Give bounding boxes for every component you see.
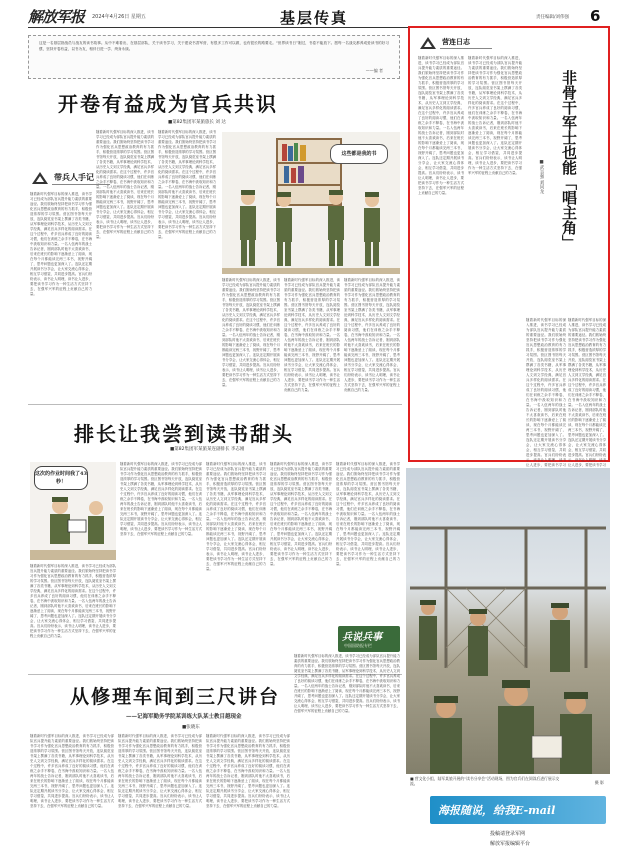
column-tag-label: 带兵人手记 xyxy=(54,172,94,182)
cartoon-soldiers xyxy=(222,184,400,274)
email-banner xyxy=(430,796,606,824)
article1-column-1: 随着新时代强军目标的深入推进，读书学习已经成为部队官兵提升能力素质的重要途径。我们旅始终坚持把读书学习作为强化官兵思想政治教育的有力抓手，积极营造浓厚的学习氛围。营区图书馆每天开放，连队阅览室书架上摆满了各类书籍，从军事理论到科学技术，从历史人文到文学经典，满足官兵多样化的阅读需求。在这个过程中，许多官兵养成了良好的阅读习惯，他们在训练之余手不释卷，在书海中汲取知识和力量。一名入伍两年的战士告诉记者，刚到部队时他不太喜欢读书，后来在班长的影响下逐渐爱上了阅读，现在每个月都能读完两三本书，视野开阔了，思考问题也更加深入了。连队还定期开展读书分享会，让大家交流心得体会，相互学习借鉴，共同进步提高。官兵们纷纷表示，读书让人明理，读书让人进步，要把读书学习作为一种生活方式坚持下去，在强军兴军的征程上贡献自己的力量。 xyxy=(30,192,92,296)
sidebar-headline: 非骨干军士也能「唱主角」 xyxy=(560,70,578,250)
sidebar-column-1: 随着新时代强军目标的深入推进，读书学习已经成为部队官兵提升能力素质的重要途径。我们旅始终坚持把读书学习作为强化官兵思想政治教育的有力抓手，积极营造浓厚的学习氛围。营区图书馆每天开放，连队阅览室书架上摆满了各类书籍，从军事理论到科学技术，从历史人文到文学经典，满足官兵多样化的阅读需求。在这个过程中，许多官兵养成了良好的阅读习惯，他们在训练之余手不释卷，在书海中汲取知识和力量。一名入伍两年的战士告诉记者，刚到部队时他不太喜欢读书，后来在班长的影响下逐渐爱上了阅读，现在每个月都能读完两三本书，视野开阔了，思考问题也更加深入了。连队还定期开展读书分享会，让大家交流心得体会，相互学习借鉴，共同进步提高。官兵们纷纷表示，读书让人明理，读书让人进步，要把读书学习作为一种生活方式坚持下去，在强军兴军的征程上贡献自己的力量。 xyxy=(418,56,464,195)
sidebar-column-2: 随着新时代强军目标的深入推进，读书学习已经成为部队官兵提升能力素质的重要途径。我们旅始终坚持把读书学习作为强化官兵思想政治教育的有力抓手，积极营造浓厚的学习氛围。营区图书馆每天开放，连队阅览室书架上摆满了各类书籍，从军事理论到科学技术，从历史人文到文学经典，满足官兵多样化的阅读需求。在这个过程中，许多官兵养成了良好的阅读习惯，他们在训练之余手不释卷，在书海中汲取知识和力量。一名入伍两年的战士告诉记者，刚到部队时他不太喜欢读书，后来在班长的影响下逐渐爱上了阅读，现在每个月都能读完两三本书，视野开阔了，思考问题也更加深入了。连队还定期开展读书分享会，让大家交流心得体会，相互学习借鉴，共同进步提高。官兵们纷纷表示，读书让人明理，读书让人进步，要把读书学习作为一种生活方式坚持下去，在强军兴军的征程上贡献自己的力量。 xyxy=(468,56,522,175)
sidebar-box xyxy=(408,26,610,467)
article2-headline: 排长让我尝到读书甜头 xyxy=(74,422,294,446)
article1-column-4: 随着新时代强军目标的深入推进，读书学习已经成为部队官兵提升能力素质的重要途径。我们旅始终坚持把读书学习作为强化官兵思想政治教育的有力抓手，积极营造浓厚的学习氛围。营区图书馆每天开放，连队阅览室书架上摆满了各类书籍，从军事理论到科学技术，从历史人文到文学经典，满足官兵多样化的阅读需求。在这个过程中，许多官兵养成了良好的阅读习惯，他们在训练之余手不释卷，在书海中汲取知识和力量。一名入伍两年的战士告诉记者，刚到部队时他不太喜欢读书，后来在班长的影响下逐渐爱上了阅读，现在每个月都能读完两三本书，视野开阔了，思考问题也更加深入了。连队还定期开展读书分享会，让大家交流心得体会，相互学习借鉴，共同进步提高。官兵们纷纷表示，读书让人明理，读书让人进步，要把读书学习作为一种生活方式坚持下去，在强军兴军的征程上贡献自己的力量。 xyxy=(222,278,280,387)
article2-column-1: 随着新时代强军目标的深入推进，读书学习已经成为部队官兵提升能力素质的重要途径。我们旅始终坚持把读书学习作为强化官兵思想政治教育的有力抓手，积极营造浓厚的学习氛围。营区图书馆每天开放，连队阅览室书架上摆满了各类书籍，从军事理论到科学技术，从历史人文到文学经典，满足官兵多样化的阅读需求。在这个过程中，许多官兵养成了良好的阅读习惯，他们在训练之余手不释卷，在书海中汲取知识和力量。一名入伍两年的战士告诉记者，刚到部队时他不太喜欢读书，后来在班长的影响下逐渐爱上了阅读，现在每个月都能读完两三本书，视野开阔了，思考问题也更加深入了。连队还定期开展读书分享会，让大家交流心得体会，相互学习借鉴，共同进步提高。官兵们纷纷表示，读书让人明理，读书让人进步，要把读书学习作为一种生活方式坚持下去，在强军兴军的征程上贡献自己的力量。 xyxy=(30,564,116,638)
cartoon-speech-bubble: 这次的作业时间我了43秒！ xyxy=(34,466,88,490)
feature-logo-text: 兵说兵事 xyxy=(342,632,382,643)
sidebar-column-label: 营连日志 xyxy=(442,37,470,46)
article2-byline: ■第82集团军某旅某连副排长 李志刚 xyxy=(170,447,245,452)
email-banner-text: 海报随说，给我E-mail xyxy=(438,804,556,817)
sidebar-column-3: 随着新时代强军目标的深入推进，读书学习已经成为部队官兵提升能力素质的重要途径。我们旅始终坚持把读书学习作为强化官兵思想政治教育的有力抓手，积极营造浓厚的学习氛围。营区图书馆每天开放，连队阅览室书架上摆满了各类书籍，从军事理论到科学技术，从历史人文到文学经典，满足官兵多样化的阅读需求。在这个过程中，许多官兵养成了良好的阅读习惯，他们在训练之余手不释卷，在书海中汲取知识和力量。一名入伍两年的战士告诉记者，刚到部队时他不太喜欢读书，后来在班长的影响下逐渐爱上了阅读，现在每个月都能读完两三本书，视野开阔了，思考问题也更加深入了。连队还定期开展读书分享会，让大家交流心得体会，相互学习借鉴，共同进步提高。官兵们纷纷表示，读书让人明理，读书让人进步，要把读书学习 xyxy=(526,318,566,467)
article1-column-2: 随着新时代强军目标的深入推进，读书学习已经成为部队官兵提升能力素质的重要途径。我们旅始终坚持把读书学习作为强化官兵思想政治教育的有力抓手，积极营造浓厚的学习氛围。营区图书馆每天开放，连队阅览室书架上摆满了各类书籍，从军事理论到科学技术，从历史人文到文学经典，满足官兵多样化的阅读需求。在这个过程中，许多官兵养成了良好的阅读习惯，他们在训练之余手不释卷，在书海中汲取知识和力量。一名入伍两年的战士告诉记者，刚到部队时他不太喜欢读书，后来在班长的影响下逐渐爱上了阅读，现在每个月都能读完两三本书，视野开阔了，思考问题也更加深入了。连队还定期开展读书分享会，让大家交流心得体会，相互学习借鉴，共同进步提高。官兵们纷纷表示，读书让人明理，读书让人进步，要把读书学习作为一种生活方式坚持下去，在强军兴军的征程上贡献自己的力量。 xyxy=(96,130,154,239)
cartoon-soldier-reading xyxy=(30,494,116,560)
article1-column-6: 随着新时代强军目标的深入推进，读书学习已经成为部队官兵提升能力素质的重要途径。我们旅始终坚持把读书学习作为强化官兵思想政治教育的有力抓手，积极营造浓厚的学习氛围。营区图书馆每天开放，连队阅览室书架上摆满了各类书籍，从军事理论到科学技术，从历史人文到文学经典，满足官兵多样化的阅读需求。在这个过程中，许多官兵养成了良好的阅读习惯，他们在训练之余手不释卷，在书海中汲取知识和力量。一名入伍两年的战士告诉记者，刚到部队时他不太喜欢读书，后来在班长的影响下逐渐爱上了阅读，现在每个月都能读完两三本书，视野开阔了，思考问题也更加深入了。连队还定期开展读书分享会，让大家交流心得体会，相互学习借鉴，共同进步提高。官兵们纷纷表示，读书让人明理，读书让人进步，要把读书学习作为一种生活方式坚持下去，在强军兴军的征程上贡献自己的力量。 xyxy=(344,278,400,392)
article3-byline: ■张晓东 xyxy=(182,725,200,730)
article3-column-4: 随着新时代强军目标的深入推进，读书学习已经成为部队官兵提升能力素质的重要途径。我们旅始终坚持把读书学习作为强化官兵思想政治教育的有力抓手，积极营造浓厚的学习氛围。营区图书馆每天开放，连队阅览室书架上摆满了各类书籍，从军事理论到科学技术，从历史人文到文学经典，满足官兵多样化的阅读需求。在这个过程中，许多官兵养成了良好的阅读习惯，他们在训练之余手不释卷，在书海中汲取知识和力量。一名入伍两年的战士告诉记者，刚到部队时他不太喜欢读书，后来在班长的影响下逐渐爱上了阅读，现在每个月都能读完两三本书，视野开阔了，思考问题也更加深入了。连队还定期开展读书分享会，让大家交流心得体会，相互学习借鉴，共同进步提高。官兵们纷纷表示，读书让人明理，读书让人进步，要把读书学习作为一种生活方式坚持下去，在强军兴军的征程上贡献自己的力量。 xyxy=(294,654,400,713)
masthead xyxy=(28,6,603,28)
obstacle-course-photo xyxy=(406,468,610,792)
article2-cartoon xyxy=(30,462,116,560)
footer-mailbox-2: 解放军报编辑平台 xyxy=(490,841,531,847)
sidebar-byline: ■武志强 刘同龙 xyxy=(539,160,544,194)
article3-column-3: 随着新时代强军目标的深入推进，读书学习已经成为部队官兵提升能力素质的重要途径。我们旅始终坚持把读书学习作为强化官兵思想政治教育的有力抓手，积极营造浓厚的学习氛围。营区图书馆每天开放，连队阅览室书架上摆满了各类书籍，从军事理论到科学技术，从历史人文到文学经典，满足官兵多样化的阅读需求。在这个过程中，许多官兵养成了良好的阅读习惯，他们在训练之余手不释卷，在书海中汲取知识和力量。一名入伍两年的战士告诉记者，刚到部队时他不太喜欢读书，后来在班长的影响下逐渐爱上了阅读，现在每个月都能读完两三本书，视野开阔了，思考问题也更加深入了。连队还定期开展读书分享会，让大家交流心得体会，相互学习借鉴，共同进步提高。官兵们纷纷表示，读书让人明理，读书让人进步，要把读书学习作为一种生活方式坚持下去，在强军兴军的征程上贡献自己的力量。 xyxy=(206,734,290,808)
article2-column-5: 随着新时代强军目标的深入推进，读书学习已经成为部队官兵提升能力素质的重要途径。我们旅始终坚持把读书学习作为强化官兵思想政治教育的有力抓手，积极营造浓厚的学习氛围。营区图书馆每天开放，连队阅览室书架上摆满了各类书籍，从军事理论到科学技术，从历史人文到文学经典，满足官兵多样化的阅读需求。在这个过程中，许多官兵养成了良好的阅读习惯，他们在训练之余手不释卷，在书海中汲取知识和力量。一名入伍两年的战士告诉记者，刚到部队时他不太喜欢读书，后来在班长的影响下逐渐爱上了阅读，现在每个月都能读完两三本书，视野开阔了，思考问题也更加深入了。连队还定期开展读书分享会，让大家交流心得体会，相互学习借鉴，共同进步提高。官兵们纷纷表示，读书让人明理，读书让人进步，要把读书学习作为一种生活方式坚持下去，在强军兴军的征程上贡献自己的力量。 xyxy=(336,462,400,566)
intro-signature: ——编 者 xyxy=(365,68,383,73)
sidebar-column-4: 随着新时代强军目标的深入推进，读书学习已经成为部队官兵提升能力素质的重要途径。我们旅始终坚持把读书学习作为强化官兵思想政治教育的有力抓手，积极营造浓厚的学习氛围。营区图书馆每天开放，连队阅览室书架上摆满了各类书籍，从军事理论到科学技术，从历史人文到文学经典，满足官兵多样化的阅读需求。在这个过程中，许多官兵养成了良好的阅读习惯，他们在训练之余手不释卷，在书海中汲取知识和力量。一名入伍两年的战士告诉记者，刚到部队时他不太喜欢读书，后来在班长的影响下逐渐爱上了阅读，现在每个月都能读完两三本书，视野开阔了，思考问题也更加深入了。连队还定期开展读书分享会，让大家交流心得体会，相互学习借鉴，共同进步提高。官兵们纷纷表示，读书让人明理，读书让人进步，要把读书学习 xyxy=(568,318,606,467)
photo-credit: 摄 影 xyxy=(594,780,604,785)
article1-byline: ■第82集团军某旅旅长 刘 达 xyxy=(168,120,226,125)
article2-column-2: 随着新时代强军目标的深入推进，读书学习已经成为部队官兵提升能力素质的重要途径。我们旅始终坚持把读书学习作为强化官兵思想政治教育的有力抓手，积极营造浓厚的学习氛围。营区图书馆每天开放，连队阅览室书架上摆满了各类书籍，从军事理论到科学技术，从历史人文到文学经典，满足官兵多样化的阅读需求。在这个过程中，许多官兵养成了良好的阅读习惯，他们在训练之余手不释卷，在书海中汲取知识和力量。一名入伍两年的战士告诉记者，刚到部队时他不太喜欢读书，后来在班长的影响下逐渐爱上了阅读，现在每个月都能读完两三本书，视野开阔了，思考问题也更加深入了。连队还定期开展读书分享会，让大家交流心得体会，相互学习借鉴，共同进步提高。官兵们纷纷表示，读书让人明理，读书让人进步，要把读书学习作为一种生活方式坚持下去，在强军兴军的征程上贡献自己的力量。 xyxy=(120,462,202,536)
footer-mailbox-1: 投稿请登录军网 xyxy=(490,831,526,837)
article2-column-4: 随着新时代强军目标的深入推进，读书学习已经成为部队官兵提升能力素质的重要途径。我们旅始终坚持把读书学习作为强化官兵思想政治教育的有力抓手，积极营造浓厚的学习氛围。营区图书馆每天开放，连队阅览室书架上摆满了各类书籍，从军事理论到科学技术，从历史人文到文学经典，满足官兵多样化的阅读需求。在这个过程中，许多官兵养成了良好的阅读习惯，他们在训练之余手不释卷，在书海中汲取知识和力量。一名入伍两年的战士告诉记者，刚到部队时他不太喜欢读书，后来在班长的影响下逐渐爱上了阅读，现在每个月都能读完两三本书，视野开阔了，思考问题也更加深入了。连队还定期开展读书分享会，让大家交流心得体会，相互学习借鉴，共同进步提高。官兵们纷纷表示，读书让人明理，读书让人进步，要把读书学习作为一种生活方式坚持下去，在强军兴军的征程上贡献自己的力量。 xyxy=(270,462,332,566)
article3-column-1: 随着新时代强军目标的深入推进，读书学习已经成为部队官兵提升能力素质的重要途径。我们旅始终坚持把读书学习作为强化官兵思想政治教育的有力抓手，积极营造浓厚的学习氛围。营区图书馆每天开放，连队阅览室书架上摆满了各类书籍，从军事理论到科学技术，从历史人文到文学经典，满足官兵多样化的阅读需求。在这个过程中，许多官兵养成了良好的阅读习惯，他们在训练之余手不释卷，在书海中汲取知识和力量。一名入伍两年的战士告诉记者，刚到部队时他不太喜欢读书，后来在班长的影响下逐渐爱上了阅读，现在每个月都能读完两三本书，视野开阔了，思考问题也更加深入了。连队还定期开展读书分享会，让大家交流心得体会，相互学习借鉴，共同进步提高。官兵们纷纷表示，读书让人明理，读书让人进步，要把读书学习作为一种生活方式坚持下去，在强军兴军的征程上贡献自己的力量。 xyxy=(30,734,114,808)
article1-headline: 开卷有益成为官兵共识 xyxy=(58,92,278,116)
newspaper-logo: 解放军报 xyxy=(28,8,85,26)
article3-column-2: 随着新时代强军目标的深入推进，读书学习已经成为部队官兵提升能力素质的重要途径。我们旅始终坚持把读书学习作为强化官兵思想政治教育的有力抓手，积极营造浓厚的学习氛围。营区图书馆每天开放，连队阅览室书架上摆满了各类书籍，从军事理论到科学技术，从历史人文到文学经典，满足官兵多样化的阅读需求。在这个过程中，许多官兵养成了良好的阅读习惯，他们在训练之余手不释卷，在书海中汲取知识和力量。一名入伍两年的战士告诉记者，刚到部队时他不太喜欢读书，后来在班长的影响下逐渐爱上了阅读，现在每个月都能读完两三本书，视野开阔了，思考问题也更加深入了。连队还定期开展读书分享会，让大家交流心得体会，相互学习借鉴，共同进步提高。官兵们纷纷表示，读书让人明理，读书让人进步，要把读书学习作为一种生活方式坚持下去，在强军兴军的征程上贡献自己的力量。 xyxy=(118,734,202,808)
intro-box xyxy=(28,35,400,79)
speech-bubble: 这些都是我的书 xyxy=(330,144,388,164)
article3-subheadline: ——记海军勤务学院某训练大队某士教目越现金 xyxy=(126,714,242,720)
article3-headline: 从修理车间到三尺讲台 xyxy=(70,686,281,708)
article1-column-3: 随着新时代强军目标的深入推进，读书学习已经成为部队官兵提升能力素质的重要途径。我们旅始终坚持把读书学习作为强化官兵思想政治教育的有力抓手，积极营造浓厚的学习氛围。营区图书馆每天开放，连队阅览室书架上摆满了各类书籍，从军事理论到科学技术，从历史人文到文学经典，满足官兵多样化的阅读需求。在这个过程中，许多官兵养成了良好的阅读习惯，他们在训练之余手不释卷，在书海中汲取知识和力量。一名入伍两年的战士告诉记者，刚到部队时他不太喜欢读书，后来在班长的影响下逐渐爱上了阅读，现在每个月都能读完两三本书，视野开阔了，思考问题也更加深入了。连队还定期开展读书分享会，让大家交流心得体会，相互学习借鉴，共同进步提高。官兵们纷纷表示，读书让人明理，读书让人进步，要把读书学习作为一种生活方式坚持下去，在强军兴军的征程上贡献自己的力量。 xyxy=(158,130,216,239)
article1-column-5: 随着新时代强军目标的深入推进，读书学习已经成为部队官兵提升能力素质的重要途径。我们旅始终坚持把读书学习作为强化官兵思想政治教育的有力抓手，积极营造浓厚的学习氛围。营区图书馆每天开放，连队阅览室书架上摆满了各类书籍，从军事理论到科学技术，从历史人文到文学经典，满足官兵多样化的阅读需求。在这个过程中，许多官兵养成了良好的阅读习惯，他们在训练之余手不释卷，在书海中汲取知识和力量。一名入伍两年的战士告诉记者，刚到部队时他不太喜欢读书，后来在班长的影响下逐渐爱上了阅读，现在每个月都能读完两三本书，视野开阔了，思考问题也更加深入了。连队还定期开展读书分享会，让大家交流心得体会，相互学习借鉴，共同进步提高。官兵们纷纷表示，读书让人明理，读书让人进步，要把读书学习作为一种生活方式坚持下去，在强军兴军的征程上贡献自己的力量。 xyxy=(284,278,340,392)
training-photo xyxy=(406,468,610,792)
feature-logo-box xyxy=(338,626,400,652)
intro-text: 这是一名基层指战员与战友的读书故事。从中不难看出，在基层部队，关于读书学习，关于建设书香军营，有很多工作可以做，也有很长的路要走。“世界读书日”刚过，书卷不能放下。愿每一名战友都养成爱读书的好习惯，坚持开卷有益，以书为友，相伴日进一学、终身永续。 xyxy=(39,41,389,51)
date-line: 2024年4月26日 星期五 xyxy=(92,14,146,20)
article1-illustration xyxy=(222,132,400,274)
feature-logo-sub: 中国国防报专栏 xyxy=(344,643,372,648)
photo-caption xyxy=(406,774,610,792)
page-number: 6 xyxy=(590,7,601,25)
army-emblem-icon xyxy=(30,170,50,186)
photo-caption-text: ■ 营文化小组，陆军某旅开展的“读书分享会”活动现场，图为官兵们在阅读后进行展示交流。 xyxy=(410,776,560,786)
editor-credit: 责任编辑/刘伟强 xyxy=(536,15,570,20)
sidebar-column-tag xyxy=(418,34,498,52)
article2-column-3: 随着新时代强军目标的深入推进，读书学习已经成为部队官兵提升能力素质的重要途径。我们旅始终坚持把读书学习作为强化官兵思想政治教育的有力抓手，积极营造浓厚的学习氛围。营区图书馆每天开放，连队阅览室书架上摆满了各类书籍，从军事理论到科学技术，从历史人文到文学经典，满足官兵多样化的阅读需求。在这个过程中，许多官兵养成了良好的阅读习惯，他们在训练之余手不释卷，在书海中汲取知识和力量。一名入伍两年的战士告诉记者，刚到部队时他不太喜欢读书，后来在班长的影响下逐渐爱上了阅读，现在每个月都能读完两三本书，视野开阔了，思考问题也更加深入了。连队还定期开展读书分享会，让大家交流心得体会，相互学习借鉴，共同进步提高。官兵们纷纷表示，读书让人明理，读书让人进步，要把读书学习作为一种生活方式坚持下去，在强军兴军的征程上贡献自己的力量。 xyxy=(206,462,266,571)
army-emblem-icon xyxy=(418,35,438,51)
section-title: 基层传真 xyxy=(280,9,349,27)
